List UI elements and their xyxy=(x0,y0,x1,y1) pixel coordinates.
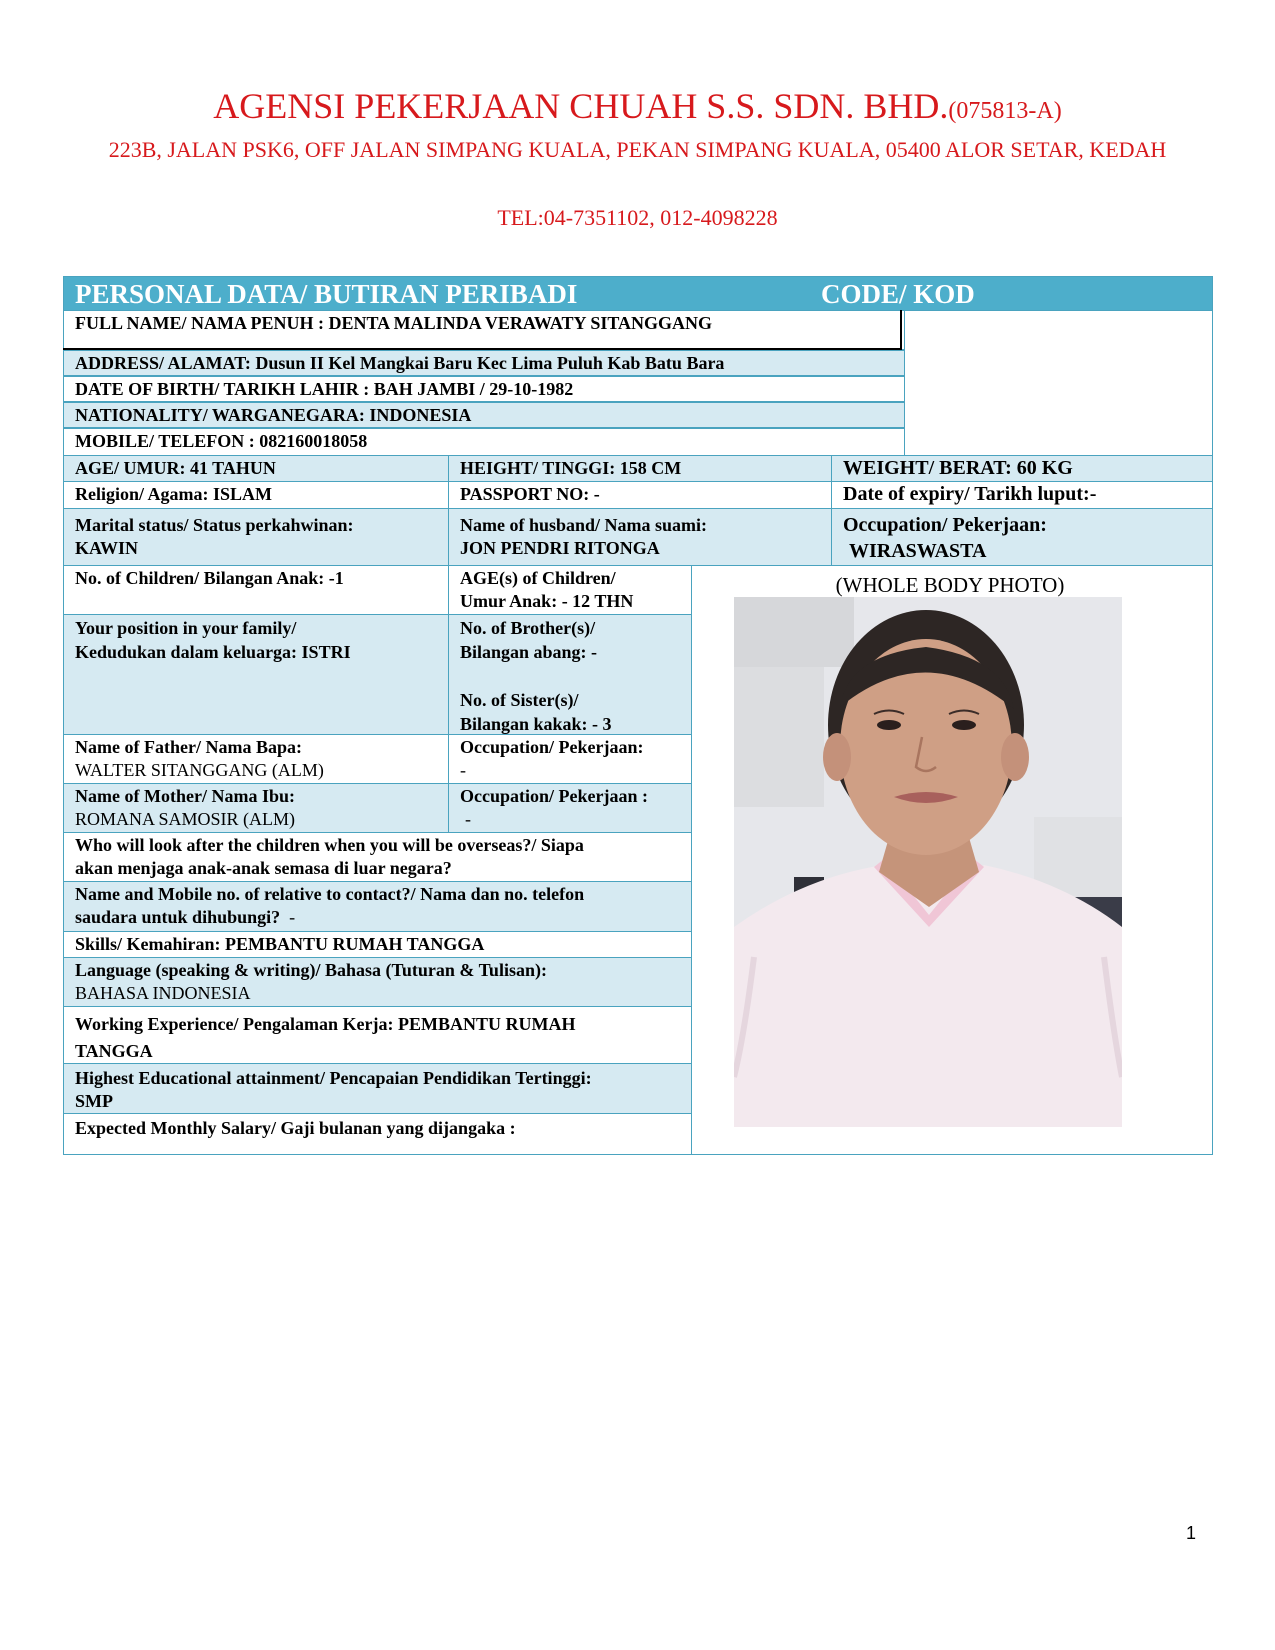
divider xyxy=(900,310,902,350)
husband-name-field: Name of husband/ Nama suami: JON PENDRI RITONGA xyxy=(448,508,832,566)
section-title: PERSONAL DATA/ BUTIRAN PERIBADI xyxy=(75,279,578,309)
mobile-field: MOBILE/ TELEFON : 082160018058 xyxy=(63,428,905,456)
full-name-field: FULL NAME/ NAMA PENUH : DENTA MALINDA VERAWATY SITANGGANG xyxy=(63,310,905,350)
address-field: ADDRESS/ ALAMAT: Dusun II Kel Mangkai Baru Kec Lima Puluh Kab Batu Bara xyxy=(63,350,905,376)
expected-salary-field: Expected Monthly Salary/ Gaji bulanan yang dijangaka : xyxy=(63,1113,692,1155)
mother-occupation-field: Occupation/ Pekerjaan : - xyxy=(448,783,692,833)
age-field: AGE/ UMUR: 41 TAHUN xyxy=(63,455,449,482)
siblings-field: No. of Brother(s)/ Bilangan abang: - No. of Sister(s)/ Bilangan kakak: - 3 xyxy=(448,614,692,735)
code-box xyxy=(904,310,1213,456)
father-occupation-field: Occupation/ Pekerjaan: - xyxy=(448,734,692,784)
agency-address: 223B, JALAN PSK6, OFF JALAN SIMPANG KUALA, PEKAN SIMPANG KUALA, 05400 ALOR SETAR, KEDAH xyxy=(108,137,1167,162)
agency-name xyxy=(60,84,1215,133)
height-field: HEIGHT/ TINGGI: 158 CM xyxy=(448,455,832,482)
skills-field: Skills/ Kemahiran: PEMBANTU RUMAH TANGGA xyxy=(63,931,692,958)
passport-expiry-field: Date of expiry/ Tarikh luput:- xyxy=(831,481,1213,509)
photo-caption: (WHOLE BODY PHOTO) xyxy=(835,573,1065,597)
mother-name-field: Name of Mother/ Nama Ibu: ROMANA SAMOSIR (ALM) xyxy=(63,783,449,833)
code-label: CODE/ KOD xyxy=(821,279,975,309)
family-position-field: Your position in your family/ Kedudukan dalam keluarga: ISTRI xyxy=(63,614,449,735)
occupation-field: Occupation/ Pekerjaan: WIRASWASTA xyxy=(831,508,1213,566)
work-experience-field: Working Experience/ Pengalaman Kerja: PEMBANTU RUMAH TANGGA xyxy=(63,1006,692,1064)
weight-field: WEIGHT/ BERAT: 60 KG xyxy=(831,455,1213,482)
passport-field: PASSPORT NO: - xyxy=(448,481,832,509)
religion-field: Religion/ Agama: ISLAM xyxy=(63,481,449,509)
agency-telephone: TEL:04-7351102, 012-4098228 xyxy=(497,205,778,230)
section-header-bar xyxy=(63,276,1213,311)
education-field: Highest Educational attainment/ Pencapaian Pendidikan Tertinggi: SMP xyxy=(63,1063,692,1114)
childcare-field: Who will look after the children when you will be overseas?/ Siapa akan menjaga anak-anak semasa di luar negara? xyxy=(63,832,692,882)
marital-status-field: Marital status/ Status perkahwinan: KAWIN xyxy=(63,508,449,566)
applicant-photo xyxy=(734,597,1122,1127)
dob-field: DATE OF BIRTH/ TARIKH LAHIR : BAH JAMBI / 29-10-1982 xyxy=(63,376,905,402)
agency-name-text: AGENSI PEKERJAAN CHUAH S.S. SDN. BHD. xyxy=(213,86,949,126)
language-field: Language (speaking & writing)/ Bahasa (Tuturan & Tulisan): BAHASA INDONESIA xyxy=(63,957,692,1007)
page-number: 1 xyxy=(1186,1523,1197,1543)
children-age-field: AGE(s) of Children/ Umur Anak: - 12 THN xyxy=(448,565,692,615)
registration-number: (075813-A) xyxy=(948,98,1062,124)
relative-contact-field: Name and Mobile no. of relative to contact?/ Nama dan no. telefon saudara untuk dihubungi? - xyxy=(63,881,692,932)
children-count-field: No. of Children/ Bilangan Anak: -1 xyxy=(63,565,449,615)
nationality-field: NATIONALITY/ WARGANEGARA: INDONESIA xyxy=(63,402,905,428)
father-name-field: Name of Father/ Nama Bapa: WALTER SITANGGANG (ALM) xyxy=(63,734,449,784)
